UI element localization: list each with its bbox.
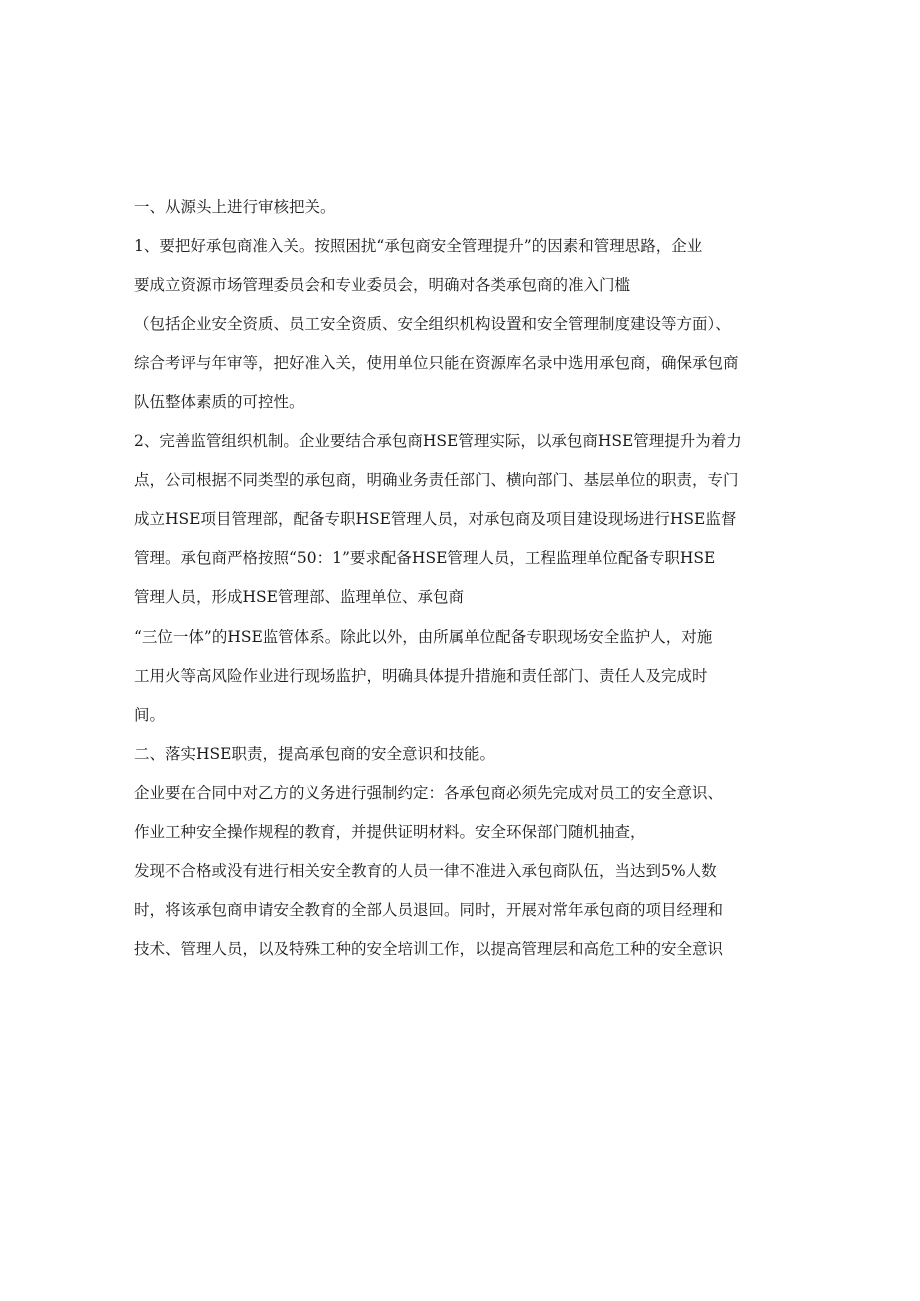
paragraph-line: 间。: [134, 705, 166, 724]
paragraph-line: “三位一体”的HSE监管体系。除此以外，由所属单位配备专职现场安全监护人，对施: [134, 627, 713, 646]
section-heading-2: 二、落实HSE职责，提高承包商的安全意识和技能。: [134, 744, 495, 763]
paragraph-line: 综合考评与年审等，把好准入关，使用单位只能在资源库名录中选用承包商，确保承包商: [134, 354, 739, 373]
paragraph-line: 工用火等高风险作业进行现场监护，明确具体提升措施和责任部门、责任人及完成时: [134, 666, 708, 685]
paragraph-line: 发现不合格或没有进行相关安全教育的人员一律不准进入承包商队伍，当达到5%人数: [134, 861, 717, 880]
document-body: [134, 197, 794, 978]
paragraph-line: 管理人员，形成HSE管理部、监理单位、承包商: [134, 588, 464, 607]
paragraph-line: 成立HSE项目管理部，配备专职HSE管理人员，对承包商及项目建设现场进行HSE监督: [134, 510, 737, 529]
paragraph-line: （包括企业安全资质、员工安全资质、安全组织机构设置和安全管理制度建设等方面）、: [134, 315, 731, 334]
paragraph-line: 技术、管理人员，以及特殊工种的安全培训工作，以提高管理层和高危工种的安全意识: [134, 939, 724, 958]
paragraph-line: 管理。承包商严格按照“50：1”要求配备HSE管理人员，工程监理单位配备专职HSE: [134, 549, 716, 568]
paragraph-line: 作业工种安全操作规程的教育，并提供证明材料。安全环保部门随机抽查，: [134, 822, 646, 841]
paragraph-line: 点，公司根据不同类型的承包商，明确业务责任部门、横向部门、基层单位的职责，专门: [134, 471, 739, 490]
paragraph-line: 企业要在合同中对乙方的义务进行强制约定：各承包商必须先完成对员工的安全意识、: [134, 783, 724, 802]
paragraph-line: 时，将该承包商申请安全教育的全部人员退回。同时，开展对常年承包商的项目经理和: [134, 900, 724, 919]
paragraph-line: 2、完善监管组织机制。企业要结合承包商HSE管理实际，以承包商HSE管理提升为着力: [134, 432, 742, 451]
section-heading-1: 一、从源头上进行审核把关。: [134, 198, 336, 216]
paragraph-line: 队伍整体素质的可控性。: [134, 393, 305, 412]
paragraph-line: 1、要把好承包商准入关。按照困扰“承包商安全管理提升”的因素和管理思路，企业: [134, 237, 703, 256]
paragraph-line: 要成立资源市场管理委员会和专业委员会，明确对各类承包商的准入门槛: [134, 276, 631, 295]
